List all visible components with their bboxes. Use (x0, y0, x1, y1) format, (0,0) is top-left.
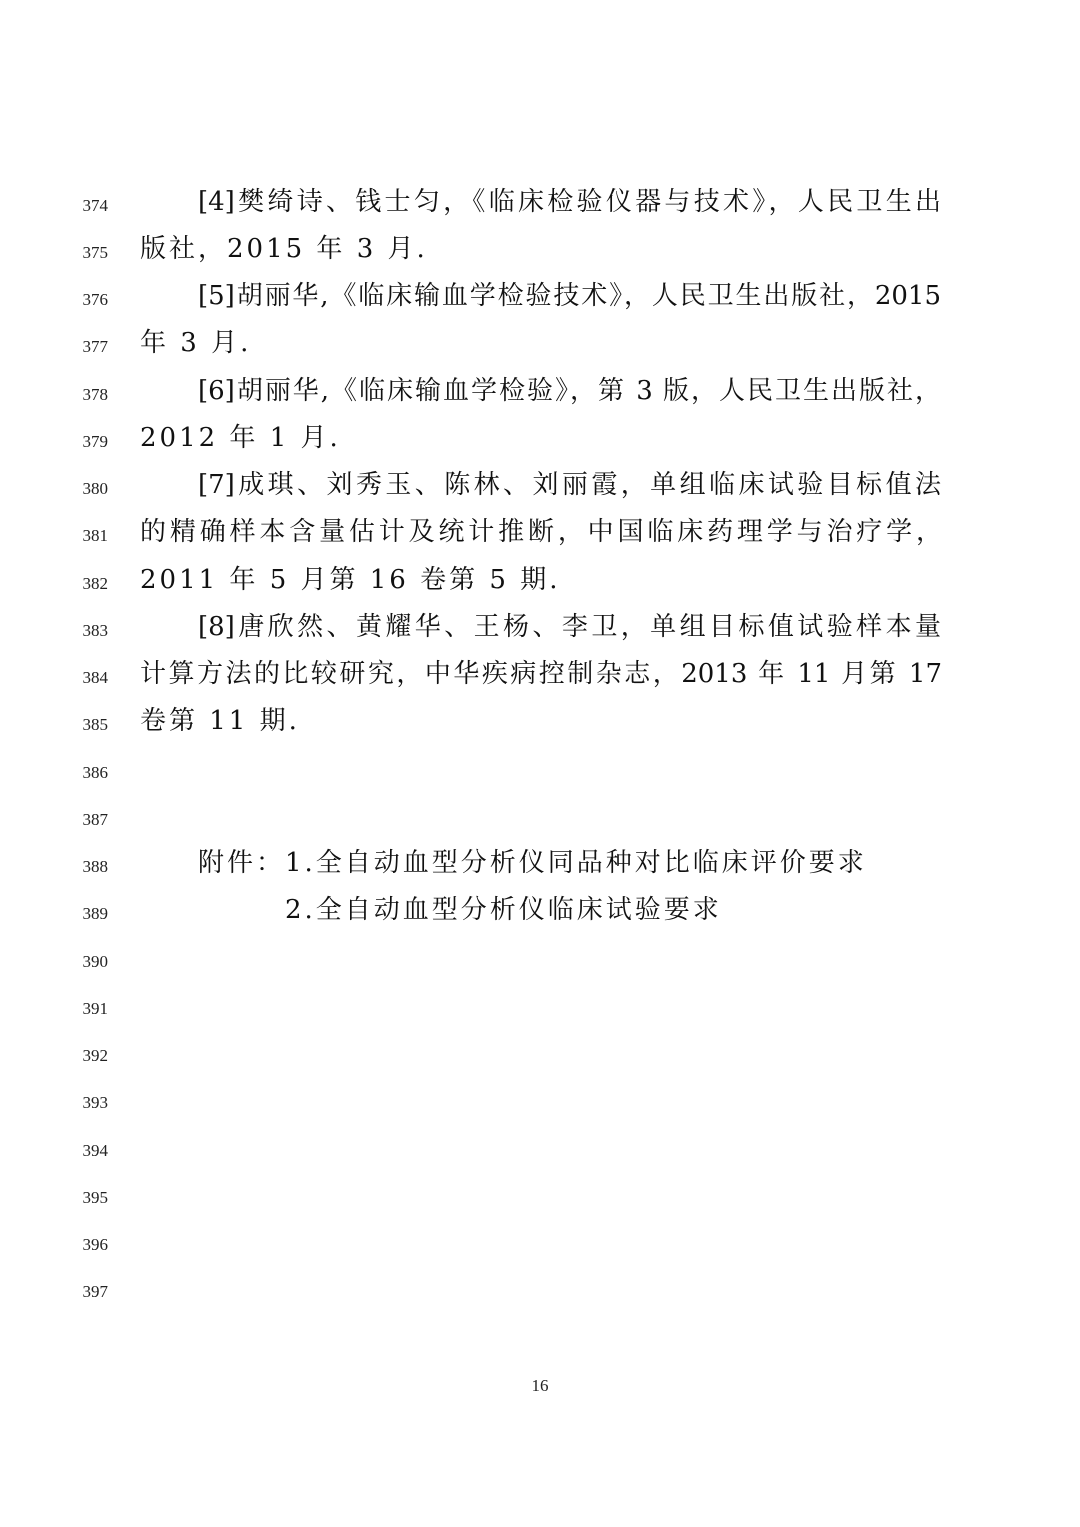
reference-8-line-1: [8]唐欣然、黄耀华、王杨、李卫，单组目标值试验样本量 (198, 612, 941, 642)
line-number: 386 (82, 763, 108, 782)
line-number: 384 (82, 668, 108, 687)
text-line (0, 560, 1080, 607)
line-number: 390 (82, 952, 108, 971)
line-number: 393 (82, 1093, 108, 1112)
line-number: 392 (82, 1046, 108, 1065)
text-line (0, 1174, 1080, 1221)
reference-8-line-3: 卷第 11 期. (140, 706, 300, 736)
text-line (0, 796, 1080, 843)
line-number: 379 (82, 432, 108, 451)
text-line (0, 1127, 1080, 1174)
attachment-2: 2.全自动血型分析仪临床试验要求 (285, 895, 722, 925)
text-line (0, 890, 1080, 937)
text-line (0, 938, 1080, 985)
reference-7-line-2: 的精确样本含量估计及统计推断，中国临床药理学与治疗学， (140, 517, 942, 547)
text-line (0, 749, 1080, 796)
line-number: 395 (82, 1188, 108, 1207)
reference-6-line-2: 2012 年 1 月. (140, 423, 341, 453)
line-number: 382 (82, 574, 108, 593)
text-line (0, 512, 1080, 559)
page-number: 16 (531, 1376, 549, 1395)
line-number: 394 (82, 1141, 108, 1160)
text-line (0, 701, 1080, 748)
reference-8-line-2: 计算方法的比较研究，中华疾病控制杂志，2013 年 11 月第 17 (140, 659, 942, 689)
text-line (0, 1268, 1080, 1315)
line-number: 388 (82, 857, 108, 876)
line-number: 397 (82, 1282, 108, 1301)
line-number: 378 (82, 385, 108, 404)
reference-4-line-1: [4]樊绮诗、钱士匀，《临床检验仪器与技术》，人民卫生出 (198, 187, 941, 217)
line-number: 374 (82, 196, 108, 215)
reference-5-line-2: 年 3 月. (140, 328, 252, 358)
reference-5-line-1: [5]胡丽华,《临床输血学检验技术》，人民卫生出版社，2015 (198, 281, 941, 311)
line-number: 376 (82, 290, 108, 309)
line-number: 391 (82, 999, 108, 1018)
text-line (0, 654, 1080, 701)
reference-7-line-3: 2011 年 5 月第 16 卷第 5 期. (140, 565, 561, 595)
text-line (0, 229, 1080, 276)
line-number: 387 (82, 810, 108, 829)
line-number: 385 (82, 715, 108, 734)
reference-6-line-1: [6]胡丽华,《临床输血学检验》，第 3 版，人民卫生出版社， (198, 376, 941, 406)
text-line (0, 1221, 1080, 1268)
text-line (0, 371, 1080, 418)
line-number: 381 (82, 526, 108, 545)
text-line (0, 843, 1080, 890)
text-line (0, 418, 1080, 465)
reference-4-line-2: 版社，2015 年 3 月. (140, 234, 428, 264)
line-number: 383 (82, 621, 108, 640)
reference-7-line-1: [7]成琪、刘秀玉、陈林、刘丽霞，单组临床试验目标值法 (198, 470, 941, 500)
line-number: 375 (82, 243, 108, 262)
line-number: 377 (82, 337, 108, 356)
text-line (0, 607, 1080, 654)
text-line (0, 985, 1080, 1032)
line-number: 396 (82, 1235, 108, 1254)
line-number: 389 (82, 904, 108, 923)
text-line (0, 323, 1080, 370)
text-line (0, 1079, 1080, 1126)
text-line (0, 276, 1080, 323)
text-line (0, 1032, 1080, 1079)
text-line (0, 182, 1080, 229)
text-line (0, 465, 1080, 512)
line-number: 380 (82, 479, 108, 498)
attachment-1: 附件：1.全自动血型分析仪同品种对比临床评价要求 (198, 848, 867, 878)
